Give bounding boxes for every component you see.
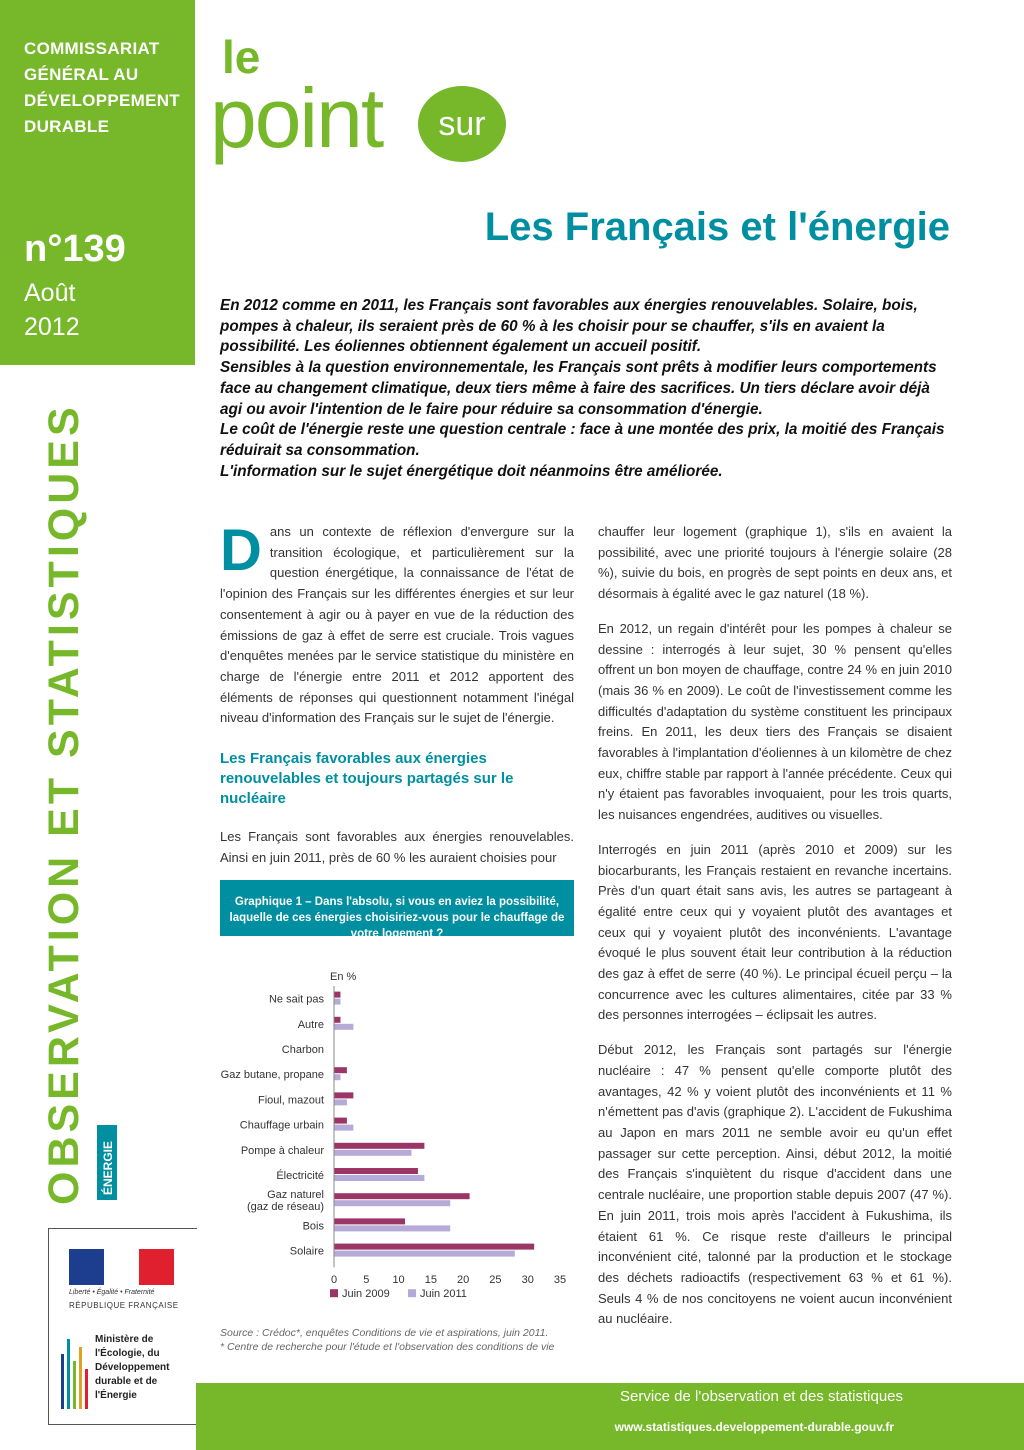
body-paragraph: Interrogés en juin 2011 (après 2010 et 2009) sur les biocarburants, les Français restaient en revanche incertains. Près d'un quart était sans avis, les autres se partageant à égalité entre ceux qui y voyaient plutôt des avantages et ceux qui y voyaient plutôt des inconvénients. L'avantage évoqué le plus souvent était leur contribution à la réduction des gaz à effet de serre (40 %). Le principal écueil perçu – la concurrence avec les cultures alimentaires, citée par 33 % des personnes interrogées – éclipsait les autres. <box>598 841 952 1023</box>
ministry-name: Ministère de l'Écologie, du Développement durable et de l'Énergie <box>95 1334 170 1401</box>
bar-2011 <box>334 1200 450 1206</box>
bar-2009 <box>334 1168 418 1174</box>
republic-name: RÉPUBLIQUE FRANÇAISE <box>69 1301 179 1310</box>
bar-2011 <box>334 1125 353 1131</box>
x-tick-label: 35 <box>553 1274 567 1287</box>
bar-2011 <box>334 1024 353 1030</box>
brand-sur: sur <box>418 86 506 162</box>
abstract-paragraph: L'information sur le sujet énergétique doit néanmoins être améliorée. <box>220 462 723 480</box>
category-label: (gaz de réseau) <box>246 1201 324 1214</box>
x-tick-label: 5 <box>363 1274 370 1287</box>
category-label: Bois <box>302 1220 324 1233</box>
bar-2009 <box>334 992 340 998</box>
bar-2011 <box>334 1074 340 1080</box>
x-tick-label: 30 <box>521 1274 534 1287</box>
body-paragraph: Début 2012, les Français sont partagés sur l'énergie nucléaire : 47 % pensent qu'elle comporte plutôt des avantages, 42 % y voient plutôt des inconvénients et 11 % n'émettent pas d'avis (graphique 2). L'accident de Fukushima au Japon en mars 2011 ne semble avoir eu qu'un effet passager sur cette perception. Ainsi, début 2012, la moitié des Français s'inquiètent du risque d'accident dans une centrale nucléaire, une proportion stable depuis 2007 (47 %). En juin 2011, trois mois après l'accident à Fukushima, ils étaient 61 %. Ce risque reste d'ailleurs le principal inconvénient cité, talonné par la production et le stockage des déchets radioactifs (respectivement 63 % et 61 %). Seuls 4 % de nos concitoyens ne voient aucun inconvénient au nucléaire. <box>598 1042 952 1327</box>
ministry-lines-icon <box>57 1329 92 1409</box>
legend-swatch <box>408 1289 416 1297</box>
x-tick-label: 0 <box>330 1274 338 1287</box>
x-tick-label: 25 <box>489 1274 502 1287</box>
x-tick-label: 15 <box>424 1274 437 1287</box>
bar-2009 <box>334 1218 405 1224</box>
theme-label: ÉNERGIE <box>101 1140 115 1195</box>
bar-2011 <box>334 1175 424 1181</box>
chart-title: Graphique 1 – Dans l'absolu, si vous en aviez la possibilité, laquelle de ces énergies choisiriez-vous pour le chauffage de votre logement ? <box>220 880 574 936</box>
footer-service: Service de l'observation et des statistiques <box>620 1388 904 1405</box>
brand-le: le <box>222 31 261 83</box>
category-label: Charbon <box>281 1044 324 1056</box>
legend-label: Juin 2011 <box>420 1288 467 1301</box>
x-tick-label: 20 <box>457 1274 470 1287</box>
bar-2009 <box>334 1244 534 1250</box>
source-footnote: * Centre de recherche pour l'étude et l'observation des conditions de vie <box>220 1341 555 1353</box>
category-label: Solaire <box>289 1245 324 1258</box>
category-label: Fioul, mazout <box>257 1094 324 1107</box>
sidebar <box>0 0 195 1450</box>
category-label: Gaz naturel <box>267 1189 324 1202</box>
publisher-name: COMMISSARIAT GÉNÉRAL AU DÉVELOPPEMENT DURABLE <box>24 39 180 136</box>
series-title: OBSERVATION ET STATISTIQUES <box>40 403 88 1205</box>
page-title: Les Français et l'énergie <box>484 205 950 249</box>
bar-2009 <box>334 1143 424 1149</box>
republic-motto: Liberté • Égalité • Fraternité <box>69 1289 155 1296</box>
bar-2009 <box>334 1017 340 1023</box>
bar-2011 <box>334 1225 450 1231</box>
legend-swatch <box>330 1289 338 1297</box>
category-label: Électricité <box>276 1170 324 1182</box>
bar-2009 <box>334 1067 347 1073</box>
body-paragraph: En 2012, un regain d'intérêt pour les pompes à chaleur se dessine : interrogés à leur sujet, 30 % pensent qu'elles offrent un bon moyen de chauffage, contre 24 % en juin 2010 (mais 36 % en 2009). Le coût de l'investissement comme les difficultés d'adaptation du système constituent les principaux freins. En 2011, les deux tiers des Français se disaient favorables à l'implantation d'éoliennes à un kilomètre de chez eux, chiffre stable par rapport à l'année précédente. Ceux qui n'y étaient pas favorables invoquaient, pour les trois quarts, les nuisances engendrées, auditives ou visuelles. <box>598 620 952 823</box>
category-label: Gaz butane, propane <box>220 1069 324 1082</box>
drop-cap: D <box>220 518 262 583</box>
abstract-paragraph: En 2012 comme en 2011, les Français sont favorables aux énergies renouvelables. Solaire, bois, pompes à chaleur, ils seraient près de 60 % à les choisir pour se chauffer, s'ils en avaient la possibilité. Les éoliennes obtiennent également un accueil positif. <box>220 297 918 356</box>
category-label: Ne sait pas <box>268 993 324 1006</box>
bar-2009 <box>334 1118 347 1124</box>
chart-graphique-1 <box>220 880 574 1355</box>
bar-2011 <box>334 1150 411 1156</box>
category-label: Pompe à chaleur <box>240 1144 324 1157</box>
bar-2009 <box>334 1092 353 1098</box>
theme-tag <box>97 1125 117 1200</box>
body-paragraph: Les Français sont favorables aux énergies renouvelables. Ainsi en juin 2011, près de 60 % les auraient choisies pour <box>220 829 574 865</box>
legend-label: Juin 2009 <box>342 1288 390 1301</box>
brand-point: point <box>210 71 383 165</box>
abstract-paragraph: Sensibles à la question environnementale, les Français sont prêts à modifier leurs comportements face au changement climatique, deux tiers même à faire des sacrifices. Un tiers déclare avoir déjà agi ou avoir l'intention de le faire pour réduire sa consommation d'énergie. <box>220 359 937 418</box>
category-label: Chauffage urbain <box>239 1119 324 1132</box>
ministry-logo-box <box>48 1228 197 1425</box>
footer-url[interactable]: www.statistiques.developpement-durable.gouv.fr <box>614 1420 894 1434</box>
bar-2011 <box>334 999 340 1005</box>
section-heading: Les Français favorables aux énergies renouvelables et toujours partagés sur le nucléaire <box>220 750 514 808</box>
category-label: Autre <box>297 1018 324 1031</box>
source-line: Source : Crédoc*, enquêtes Conditions de vie et aspirations, juin 2011. <box>220 1327 549 1339</box>
right-column <box>598 522 952 1344</box>
bar-2011 <box>334 1251 515 1257</box>
left-column <box>220 518 574 882</box>
abstract <box>220 296 952 482</box>
marianne-logo-icon <box>69 1249 174 1285</box>
chart-source <box>220 1326 574 1354</box>
issue-panel <box>0 0 195 365</box>
intro-paragraph <box>220 518 574 729</box>
bar-2009 <box>334 1193 470 1199</box>
issue-month: Août <box>24 279 76 307</box>
intro-text: ans un contexte de réflexion d'envergure sur la transition écologique, et particulièrement sur la question énergétique, la connaissance de l'état de l'opinion des Français sur les différentes énergies et sur leur consentement à agir ou à payer en vue de la réduction des émissions de gaz à effet de serre est cruciale. Trois vagues d'enquêtes menées par le service statistique du ministère en charge de l'énergie entre 2011 et 2012 apportent des éléments de réponses qui questionnent notamment l'inégal niveau d'information des Français sur le sujet de l'énergie. <box>220 524 574 726</box>
body-paragraph: chauffer leur logement (graphique 1), s'ils en avaient la possibilité, avec une priorité toujours à l'énergie solaire (28 %), suivie du bois, en progrès de sept points en deux ans, et désormais à égalité avec le gaz naturel (18 %). <box>598 524 952 602</box>
unit-label: En % <box>330 971 357 983</box>
bar-2011 <box>334 1099 347 1105</box>
x-tick-label: 10 <box>392 1274 405 1287</box>
bar-chart <box>220 968 574 1318</box>
issue-number: n°139 <box>24 228 126 270</box>
abstract-paragraph: Le coût de l'énergie reste une question centrale : face à une montée des prix, la moitié des Français réduirait sa consommation. <box>220 421 945 459</box>
issue-year: 2012 <box>24 313 80 341</box>
issue-date <box>24 276 80 344</box>
